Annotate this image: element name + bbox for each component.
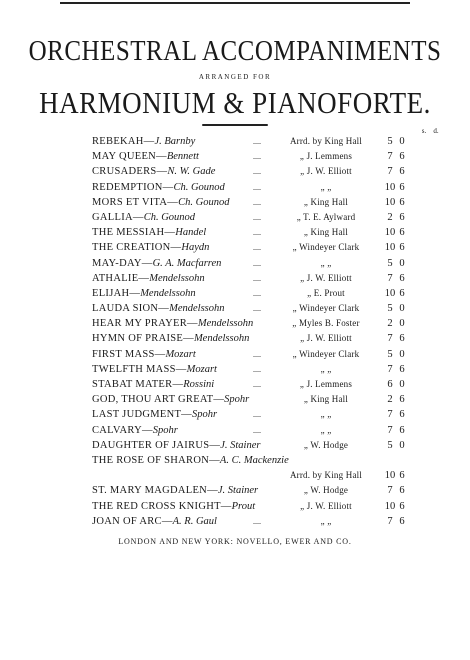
price-shillings: 10 (384, 227, 396, 239)
composer-name: Mozart (165, 348, 196, 360)
arranger-name: „ W. Hodge (303, 485, 349, 496)
price (384, 210, 416, 225)
composer-name: Mendelssohn (197, 318, 254, 330)
price-shillings: 7 (387, 363, 393, 375)
price (384, 301, 416, 316)
work-title: THE CREATION—Haydn (92, 242, 210, 254)
work-title: STABAT MATER—Rossini (92, 379, 215, 390)
price (384, 240, 416, 255)
price (384, 453, 416, 468)
list-item (92, 134, 412, 149)
composer-name: Spohr (152, 424, 178, 436)
price (384, 316, 416, 331)
price-shillings: 7 (387, 409, 393, 421)
works-list (92, 134, 412, 529)
work-title: LAUDA SION—Mendelssohn (92, 303, 225, 315)
list-item (92, 347, 412, 362)
composer-name: J. Stainer (220, 439, 261, 451)
work-title: ATHALIE—Mendelssohn (92, 272, 205, 284)
price (384, 362, 416, 377)
arranger-name: „ „ (320, 424, 332, 435)
leader-dots: .... (253, 349, 261, 359)
price (384, 392, 416, 407)
price-shillings: 2 (387, 211, 393, 223)
work-title: THE MESSIAH—Handel (92, 227, 207, 239)
price-pence: 6 (399, 211, 405, 223)
list-item (92, 423, 412, 438)
price (384, 514, 416, 529)
top-rule (60, 2, 410, 4)
price-shillings: 10 (384, 181, 396, 193)
list-item (92, 301, 412, 316)
work-title: HYMN OF PRAISE—Mendelssohn (92, 333, 250, 345)
price (384, 468, 416, 483)
list-item (92, 164, 412, 179)
price (384, 180, 416, 195)
leader-dots: .... (253, 182, 261, 192)
price-shillings: 10 (384, 470, 396, 482)
arranger-name: „ J. Lemmens (299, 151, 353, 162)
work-title: TWELFTH MASS—Mozart (92, 363, 217, 375)
arranger-name: „ King Hall (303, 394, 349, 405)
leader-dots: .... (253, 364, 261, 374)
price-shillings: 7 (387, 272, 393, 284)
price-pence: 6 (399, 242, 405, 254)
price-shillings: 7 (387, 485, 393, 497)
list-item (92, 225, 412, 240)
price-pence: 6 (399, 333, 405, 345)
composer-name: Rossini (183, 379, 215, 390)
list-item (92, 240, 412, 255)
leader-dots: .... (253, 516, 261, 526)
arranger-name: „ King Hall (303, 196, 349, 207)
shillings-label: s. (421, 127, 427, 135)
leader-dots: .... (253, 152, 261, 162)
leader-dots: .... (253, 380, 261, 389)
price-shillings: 5 (387, 303, 393, 315)
price-pence: 6 (399, 272, 405, 284)
price-pence: 6 (399, 196, 405, 208)
price-pence: 0 (399, 136, 405, 147)
composer-name: Bennett (166, 151, 199, 163)
price-pence: 6 (399, 409, 405, 421)
list-item (92, 438, 412, 453)
work-title: THE ROSE OF SHARON—A. C. Mackenzie (92, 454, 289, 466)
work-title: THE RED CROSS KNIGHT—Prout (92, 500, 256, 512)
work-title: LAST JUDGMENT—Spohr (92, 409, 218, 421)
arranger-name: „ Myles B. Foster (292, 318, 360, 329)
leader-dots: .... (253, 425, 261, 435)
list-item (92, 483, 412, 498)
composer-name: G. A. Macfarren (152, 257, 222, 269)
work-title: JOAN OF ARC—A. R. Gaul (92, 515, 217, 527)
price (384, 225, 416, 240)
price-pence: 6 (399, 181, 405, 193)
leader-dots: .... (253, 228, 261, 238)
leader-dots: .... (253, 410, 261, 420)
composer-name: Mendelssohn (149, 272, 205, 284)
price-pence: 0 (399, 439, 405, 451)
work-title: DAUGHTER OF JAIRUS—J. Stainer (92, 439, 261, 451)
arranger-name: „ J. W. Elliott (300, 272, 352, 283)
list-item (92, 195, 412, 210)
arranger-name: „ J. W. Elliott (300, 166, 352, 177)
list-item (92, 468, 412, 483)
work-title: ELIJAH—Mendelssohn (92, 287, 196, 299)
price-shillings: 10 (384, 242, 396, 254)
price (384, 347, 416, 362)
work-title: MAY QUEEN—Bennett (92, 151, 199, 163)
arranger-name: „ „ (320, 257, 332, 268)
price (384, 195, 416, 210)
list-item (92, 377, 412, 392)
price-pence: 0 (399, 379, 405, 390)
price-pence: 6 (399, 363, 405, 375)
work-title: FIRST MASS—Mozart (92, 348, 196, 360)
arranger-name: „ King Hall (303, 227, 349, 238)
leader-dots: .... (253, 212, 261, 222)
price (384, 256, 416, 271)
list-item (92, 316, 412, 331)
leader-dots: .... (253, 273, 261, 283)
composer-name: Ch. Gounod (178, 196, 230, 208)
price-pence: 6 (399, 424, 405, 436)
price-pence: 0 (399, 348, 405, 360)
price-pence: 6 (399, 287, 405, 299)
leader-dots: .... (253, 258, 261, 268)
work-title: REBEKAH—J. Barnby (92, 136, 196, 147)
price (384, 483, 416, 498)
work-title: MORS ET VITA—Ch. Gounod (92, 196, 230, 208)
leader-dots: .... (253, 288, 261, 298)
arranger-name: „ J. Lemmens (299, 379, 353, 389)
arranger-name: „ J. W. Elliott (300, 500, 352, 511)
arranger-name: Arrd. by King Hall (289, 470, 363, 481)
price-shillings: 2 (387, 394, 393, 406)
page-subtitle: HARMONIUM & PIANOFORTE. (39, 86, 431, 120)
price-shillings: 7 (387, 166, 393, 178)
work-title: MAY-DAY—G. A. Macfarren (92, 257, 222, 269)
list-item (92, 210, 412, 225)
leader-dots: .... (253, 243, 261, 253)
arranger-name: „ „ (320, 363, 332, 374)
price-shillings: 7 (387, 333, 393, 345)
arranger-name: „ „ (320, 409, 332, 420)
list-item (92, 514, 412, 529)
list-item (92, 271, 412, 286)
work-title: REDEMPTION—Ch. Gounod (92, 181, 225, 193)
price (384, 407, 416, 422)
price-shillings: 10 (384, 196, 396, 208)
composer-name: Mendelssohn (169, 303, 225, 315)
price (384, 423, 416, 438)
price (384, 271, 416, 286)
list-item (92, 149, 412, 164)
pence-label: d. (433, 127, 439, 135)
leader-dots: .... (253, 167, 261, 177)
price (384, 286, 416, 301)
work-title: CRUSADERS—N. W. Gade (92, 166, 216, 178)
price (384, 377, 416, 392)
list-item (92, 499, 412, 514)
price-pence: 0 (399, 257, 405, 269)
price (384, 499, 416, 514)
composer-name: Mendelssohn (193, 333, 250, 345)
currency-header (418, 127, 442, 135)
price-pence: 6 (399, 500, 405, 512)
composer-name: J. Barnby (154, 136, 196, 147)
list-item (92, 331, 412, 346)
price (384, 149, 416, 164)
price-shillings: 7 (387, 151, 393, 163)
arranger-name: „ W. Hodge (303, 439, 349, 450)
arranger-name: „ T. E. Aylward (296, 211, 356, 222)
composer-name: Ch. Gounod (143, 211, 196, 223)
composer-name: J. Stainer (217, 485, 259, 497)
arranger-name: „ „ (320, 181, 332, 192)
price (384, 438, 416, 453)
composer-name: A. C. Mackenzie (219, 454, 289, 466)
leader-dots: .... (253, 304, 261, 314)
work-title: GOD, THOU ART GREAT—Spohr (92, 394, 250, 406)
list-item (92, 256, 412, 271)
composer-name: Haydn (181, 242, 210, 254)
price-shillings: 7 (387, 424, 393, 436)
work-title: ST. MARY MAGDALEN—J. Stainer (92, 485, 259, 497)
ornament-rule (202, 124, 268, 126)
composer-name: Handel (175, 227, 207, 239)
composer-name: Mozart (186, 363, 217, 375)
price-shillings: 5 (387, 439, 393, 451)
list-item (92, 286, 412, 301)
composer-name: Spohr (191, 409, 218, 421)
arranger-name: „ Windeyer Clark (292, 242, 360, 253)
arranger-name: „ Windeyer Clark (292, 348, 360, 359)
price-shillings: 6 (387, 379, 393, 390)
arranger-name: „ J. W. Elliott (300, 333, 352, 344)
price (384, 134, 416, 149)
price-pence: 6 (399, 166, 405, 178)
page-title: ORCHESTRAL ACCOMPANIMENTS (28, 36, 442, 67)
composer-name: Spohr (224, 394, 250, 406)
price (384, 331, 416, 346)
composer-name: Mendelssohn (140, 287, 196, 299)
price-pence: 6 (399, 394, 405, 406)
leader-dots: .... (253, 137, 261, 146)
work-title: HEAR MY PRAYER—Mendelssohn (92, 318, 254, 330)
leader-dots: .... (253, 197, 261, 207)
publisher-footer: LONDON AND NEW YORK: NOVELLO, EWER AND CO. (118, 537, 352, 546)
price-pence: 6 (399, 470, 405, 482)
list-item (92, 392, 412, 407)
price-shillings: 2 (387, 318, 393, 330)
list-item (92, 407, 412, 422)
price-pence: 0 (399, 318, 405, 330)
composer-name: N. W. Gade (167, 166, 216, 178)
price-shillings: 10 (384, 500, 396, 512)
price-shillings: 10 (384, 287, 396, 299)
arranger-name: „ Windeyer Clark (292, 303, 360, 314)
composer-name: A. R. Gaul (172, 515, 217, 527)
price-shillings: 5 (387, 348, 393, 360)
list-item (92, 453, 412, 468)
price-shillings: 5 (387, 257, 393, 269)
price (384, 164, 416, 179)
price-pence: 6 (399, 485, 405, 497)
price-pence: 6 (399, 151, 405, 163)
arranger-name: Arrd. by King Hall (289, 136, 363, 146)
work-title: CALVARY—Spohr (92, 424, 178, 436)
price-pence: 0 (399, 303, 405, 315)
price-pence: 6 (399, 515, 405, 527)
arranger-name: „ E. Prout (307, 287, 345, 298)
work-title: GALLIA—Ch. Gounod (92, 211, 196, 223)
price-shillings: 7 (387, 515, 393, 527)
price-pence: 6 (399, 227, 405, 239)
list-item (92, 180, 412, 195)
price-shillings: 5 (387, 136, 393, 147)
composer-name: Ch. Gounod (173, 181, 225, 193)
composer-name: Prout (231, 500, 256, 512)
list-item (92, 362, 412, 377)
arranged-for-label: ARRANGED FOR (198, 73, 272, 81)
arranger-name: „ „ (320, 515, 332, 526)
